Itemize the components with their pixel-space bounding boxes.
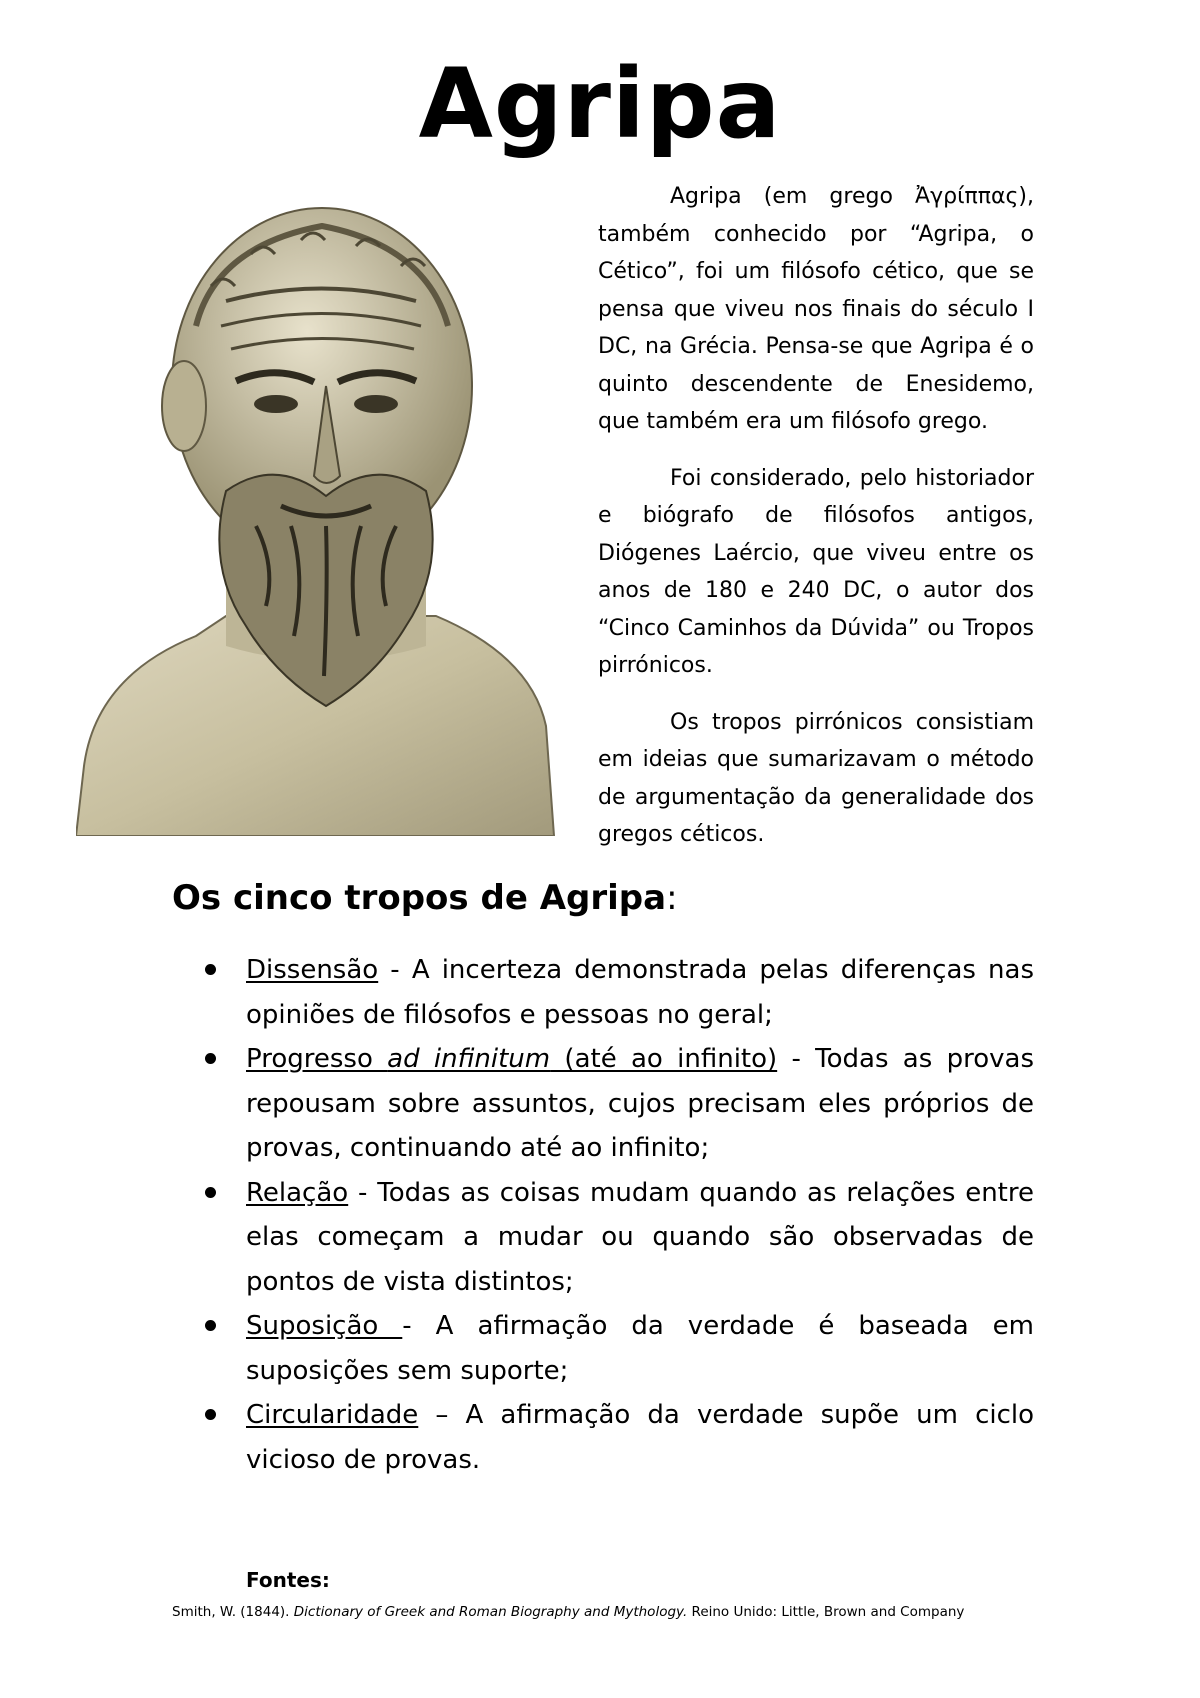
trope-description: Todas as provas repousam sobre assuntos, cujos precisam eles próprios de provas, continuando até ao infinito; (246, 1044, 1034, 1163)
trope-description: A afirmação da verdade supõe um ciclo vicioso de provas. (246, 1400, 1035, 1475)
sources-label: Fontes: (246, 1568, 330, 1592)
intro-text (598, 178, 1034, 873)
trope-separator: - (777, 1044, 816, 1074)
section-heading-text: Os cinco tropos de Agripa (172, 878, 667, 918)
trope-description: Todas as coisas mudam quando as relações entre elas começam a mudar ou quando são observadas de pontos de vista distintos; (246, 1177, 1034, 1297)
agripa-bust-portrait (76, 206, 578, 836)
intro-paragraph: Os tropos pirrónicos consistiam em ideias que sumarizavam o método de argumentação da generalidade dos gregos céticos. (598, 709, 1034, 847)
trope-term (246, 1044, 777, 1074)
section-heading (172, 878, 678, 919)
bullet-icon (205, 964, 216, 975)
trope-term: Circularidade (246, 1400, 419, 1430)
bullet-icon (205, 1053, 216, 1064)
section-heading-colon: : (666, 878, 678, 918)
list-item (246, 1037, 1034, 1171)
citation-prefix: Smith, W. (1844). (172, 1604, 294, 1620)
trope-term-italic: ad infinitum (387, 1044, 551, 1074)
trope-term: Dissensão (246, 955, 379, 985)
source-citation (172, 1604, 1072, 1620)
bullet-icon (205, 1320, 216, 1331)
trope-separator: - (348, 1177, 378, 1208)
tropes-list (246, 948, 1034, 1482)
trope-separator: - (378, 955, 412, 985)
citation-suffix: Reino Unido: Little, Brown and Company (687, 1604, 965, 1620)
trope-term-suffix: (até ao infinito) (550, 1044, 778, 1074)
trope-separator: – (418, 1400, 466, 1430)
list-item (246, 1171, 1034, 1305)
bullet-icon (205, 1187, 216, 1198)
trope-term-main: Progresso (246, 1044, 388, 1074)
trope-separator: - (402, 1311, 436, 1341)
bullet-icon (205, 1409, 216, 1420)
list-item (246, 948, 1034, 1037)
list-item (246, 1393, 1034, 1482)
intro-paragraph: Agripa (em grego Ἀγρίππας), também conhecido por “Agripa, o Cético”, foi um filósofo cético, que se pensa que viveu nos finais do século I DC, na Grécia. Pensa-se que Agripa é o quinto descendente de Enesidemo, que também era um filósofo grego. (598, 184, 1034, 434)
citation-title: Dictionary of Greek and Roman Biography and Mythology. (293, 1604, 688, 1620)
list-item (246, 1304, 1034, 1393)
intro-paragraph: Foi considerado, pelo historiador e biógrafo de filósofos antigos, Diógenes Laércio, que viveu entre os anos de 180 e 240 DC, o autor dos “Cinco Caminhos da Dúvida” ou Tropos pirrónicos. (598, 465, 1034, 678)
page-title: Agripa (418, 48, 782, 160)
trope-description: A afirmação da verdade é baseada em suposições sem suporte; (246, 1311, 1034, 1386)
trope-term: Suposição (246, 1311, 403, 1341)
trope-term: Relação (246, 1177, 349, 1208)
trope-description: A incerteza demonstrada pelas diferenças nas opiniões de filósofos e pessoas no geral; (246, 955, 1034, 1030)
